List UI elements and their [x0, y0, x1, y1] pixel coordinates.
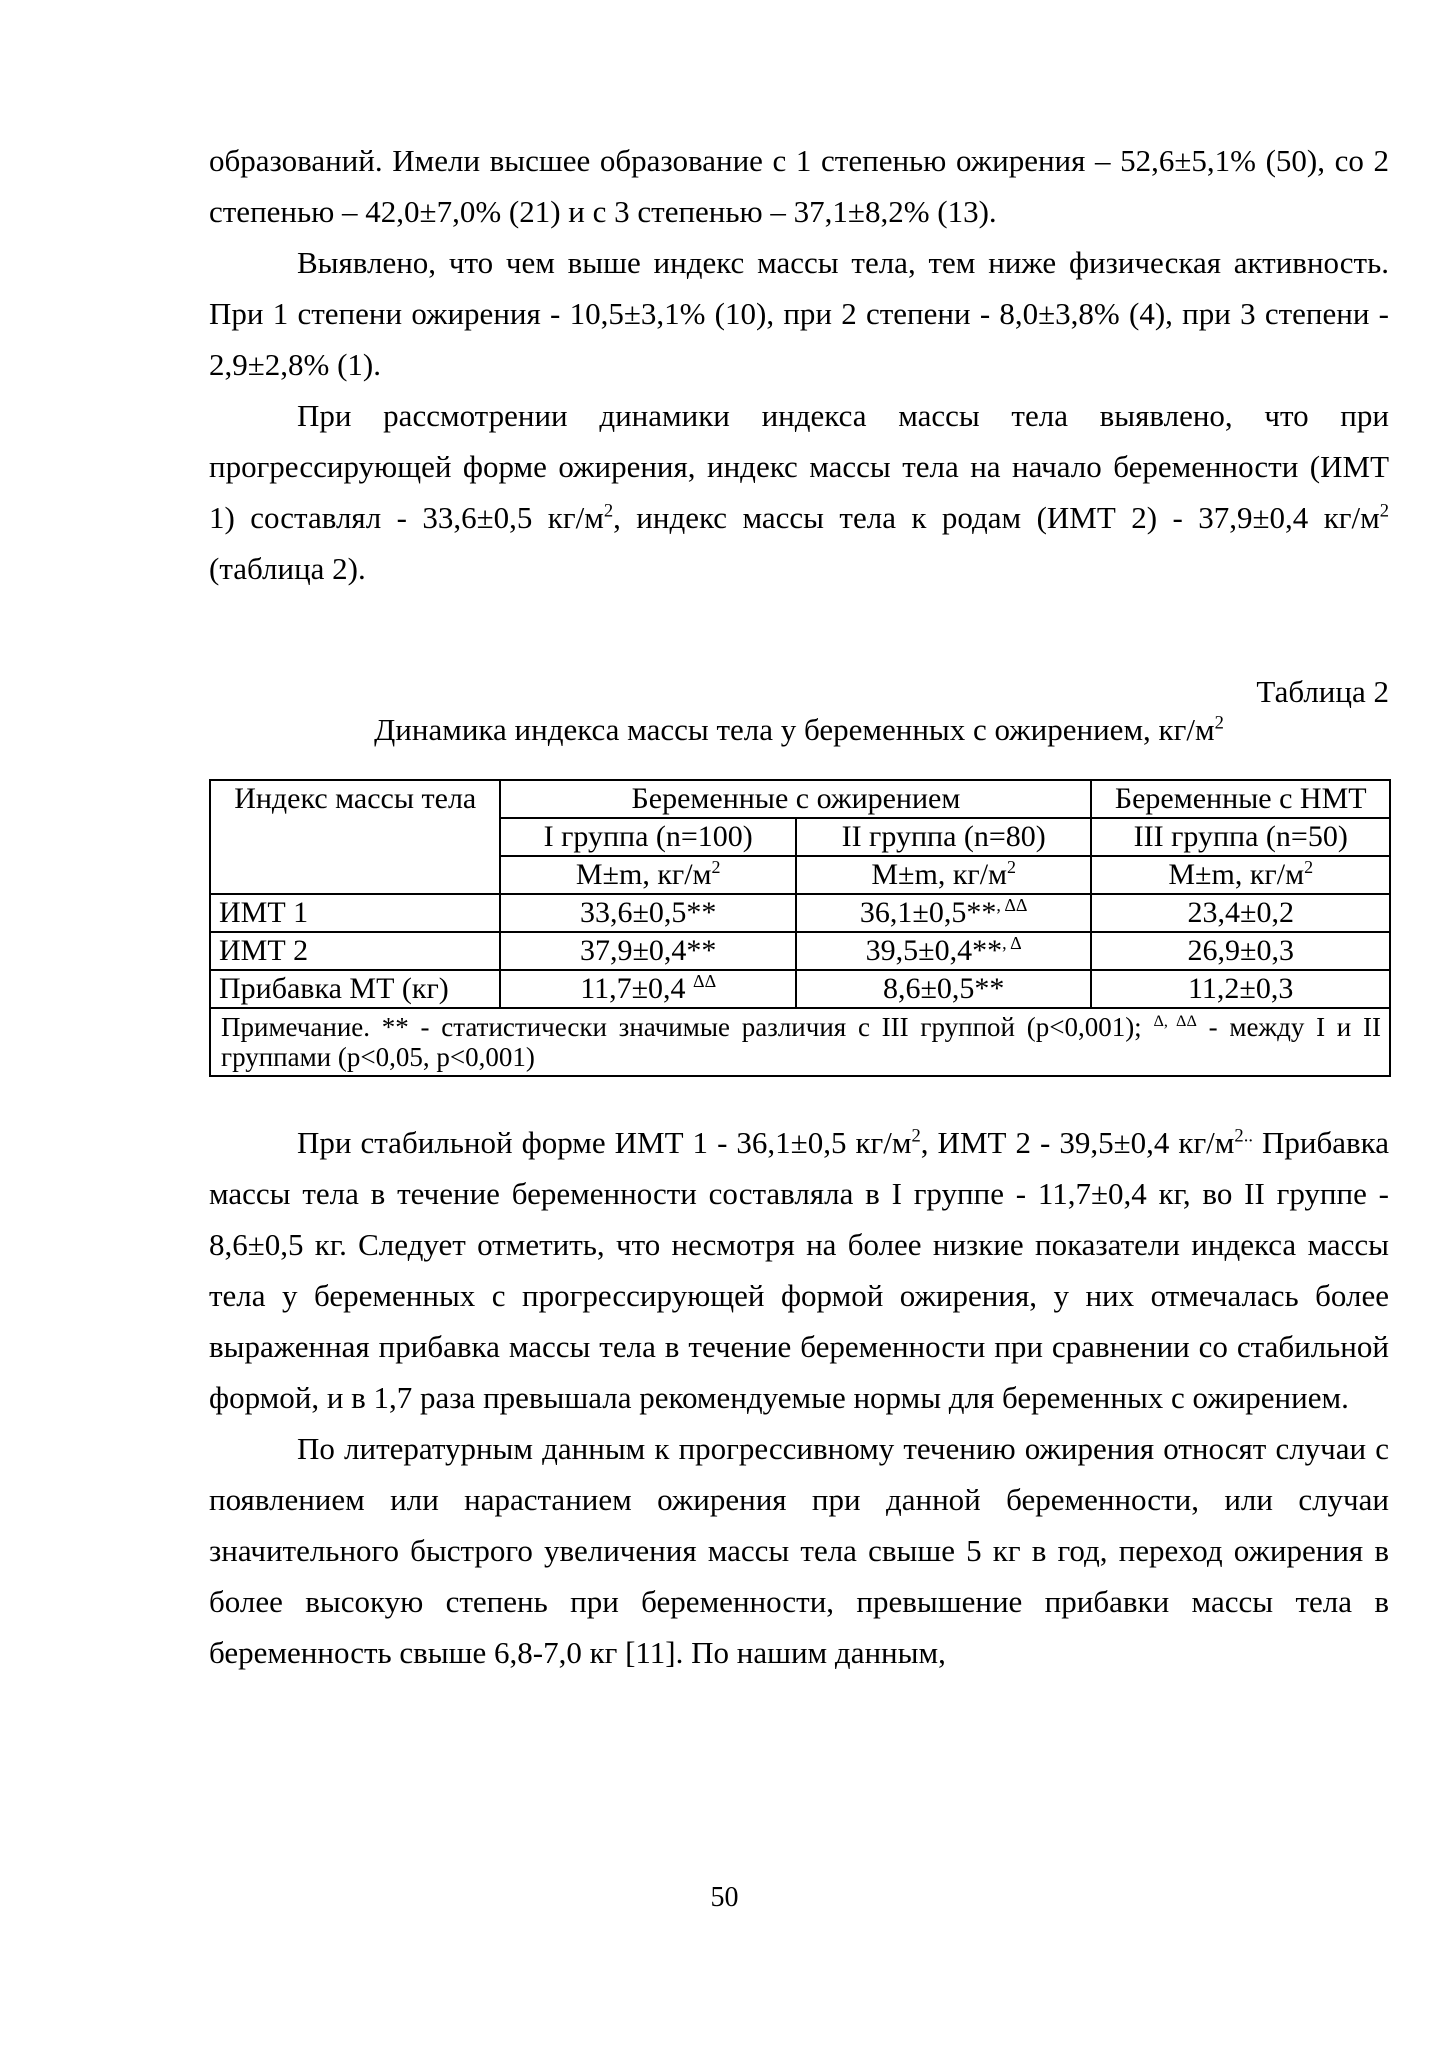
paragraph-text: образований. Имели высшее образование с 1 степенью ожирения – 52,6±5,1% (50), со 2 степенью – 42,0±7,0% (21) и с 3 степенью – 37,1±8,2% (13). [209, 143, 1389, 229]
paragraph-text: При стабильной форме ИМТ 1 - 36,1±0,5 кг/м [297, 1125, 912, 1160]
value-cell-g1 [500, 932, 795, 970]
cell-value: 36,1±0,5** [859, 896, 997, 929]
table-title [209, 711, 1389, 749]
superscript: 2 [1007, 857, 1017, 877]
value-cell-g2 [796, 970, 1092, 1008]
cell-value: 8,6±0,5** [882, 972, 1005, 1005]
unit-text: M±m, кг/м [575, 858, 712, 891]
value-cell-g1 [500, 970, 795, 1008]
row-label: Прибавка МТ (кг) [210, 970, 500, 1008]
table-note-row [210, 1008, 1390, 1076]
value-cell-g2 [796, 894, 1092, 932]
bmi-table [209, 779, 1391, 1077]
row-label: ИМТ 2 [210, 932, 500, 970]
table-note [210, 1008, 1390, 1076]
value-cell-g3: 23,4±0,2 [1091, 894, 1390, 932]
note-text: - между I и II группами (p<0,05, p<0,001) [221, 1012, 1381, 1072]
paragraph-text: Прибавка массы тела в течение беременности составляла в I группе - 11,7±0,4 кг, во II группе - 8,6±0,5 кг. Следует отметить, что несмотря на более низкие показатели индекса массы тела у беременных с прогрессирующей формой ожирения, у них отмечалась более выраженная прибавка массы тела в течение беременности при сравнении со стабильной формой, и в 1,7 раза превышала рекомендуемые нормы для беременных с ожирением. [209, 1125, 1390, 1415]
header-cell-bmi: Индекс массы тела [210, 780, 500, 894]
paragraph-literature [209, 1423, 1389, 1678]
table-header-row [210, 780, 1390, 818]
paragraph-activity [209, 237, 1389, 390]
cell-value: 37,9±0,4** [579, 934, 717, 967]
table-number: Таблица 2 [1256, 674, 1389, 709]
header-cell-nmt: Беременные с НМТ [1091, 780, 1390, 818]
value-cell-g1 [500, 894, 795, 932]
cell-value: 11,7±0,4 [580, 972, 694, 1005]
note-text: Примечание. ** - статистически значимые различия с III группой (p<0,001); [221, 1012, 1154, 1042]
value-cell-g3: 11,2±0,3 [1091, 970, 1390, 1008]
superscript: 2 [1304, 857, 1314, 877]
paragraph-text: , ИМТ 2 - 39,5±0,4 кг/м [920, 1125, 1235, 1160]
superscript: 2 [1379, 500, 1389, 522]
value-cell-g3: 26,9±0,3 [1091, 932, 1390, 970]
superscript: 2.. [1234, 1125, 1253, 1147]
paragraph-text: Выявлено, что чем выше индекс массы тела, тем ниже физическая активность. При 1 степени ожирения - 10,5±3,1% (10), при 2 степени - 8,0±3,8% (4), при 3 степени - 2,9±2,8% (1). [209, 245, 1389, 382]
cell-value: 39,5±0,4** [865, 934, 1003, 967]
unit-cell [1091, 856, 1390, 894]
header-cell-group2: II группа (n=80) [796, 818, 1092, 856]
table-title-text: Динамика индекса массы тела у беременных с ожирением, кг/м [374, 712, 1215, 747]
value-cell-g2 [796, 932, 1092, 970]
paragraph-education [209, 135, 1389, 237]
superscript: 2 [1214, 712, 1224, 734]
superscript: 2 [711, 857, 721, 877]
superscript: , Δ [1002, 933, 1022, 953]
page-number: 50 [710, 1882, 739, 1913]
table-row [210, 970, 1390, 1008]
paragraph-bmi-dynamics [209, 390, 1389, 594]
unit-text: M±m, кг/м [1168, 858, 1305, 891]
table-row [210, 932, 1390, 970]
paragraph-text: По литературным данным к прогрессивному течению ожирения относят случаи с появлением или нарастанием ожирения при данной беременности, или случаи значительного быстрого увеличения массы тела свыше 5 кг в год, переход ожирения в более высокую степень при беременности, превышение прибавки массы тела в беременность свыше 6,8-7,0 кг [11]. По нашим данным, [209, 1431, 1389, 1670]
superscript: ΔΔ [693, 971, 717, 991]
superscript: , ΔΔ [996, 895, 1028, 915]
unit-cell [500, 856, 795, 894]
header-cell-obese: Беременные с ожирением [500, 780, 1091, 818]
superscript: Δ, ΔΔ [1153, 1012, 1197, 1030]
table-row [210, 894, 1390, 932]
header-cell-group1: I группа (n=100) [500, 818, 795, 856]
unit-text: M±m, кг/м [871, 858, 1008, 891]
superscript: 2 [603, 500, 614, 522]
cell-value: 33,6±0,5** [579, 896, 717, 929]
paragraph-stable-form [209, 1117, 1389, 1423]
paragraph-text: (таблица 2). [209, 551, 366, 586]
document-page [209, 135, 1389, 1678]
paragraph-text: , индекс массы тела к родам (ИМТ 2) - 37,9±0,4 кг/м [613, 500, 1380, 535]
header-cell-group3: III группа (n=50) [1091, 818, 1390, 856]
unit-cell [796, 856, 1092, 894]
superscript: 2 [911, 1125, 921, 1147]
paragraph-text: При рассмотрении динамики индекса массы тела выявлено, что при прогрессирующей форме ожирения, индекс массы тела на начало беременности (ИМТ 1) составлял - 33,6±0,5 кг/м [209, 398, 1389, 535]
row-label: ИМТ 1 [210, 894, 500, 932]
